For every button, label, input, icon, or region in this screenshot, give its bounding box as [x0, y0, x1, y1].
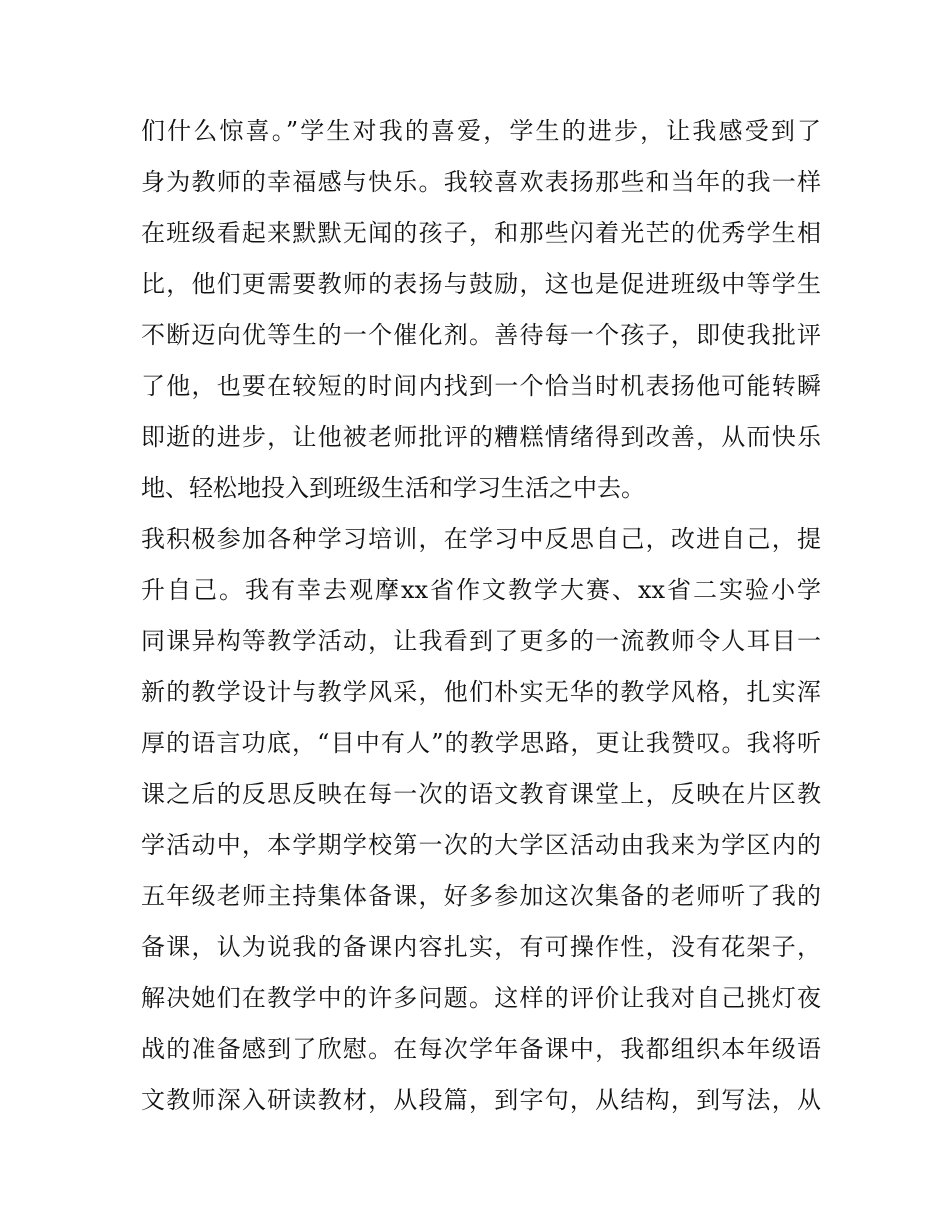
body-text	[141, 106, 821, 1126]
text-line-5: 不断迈向优等生的一个催化剂。善待每一个孩子，即使我批评	[141, 321, 821, 349]
text-line-15: 学活动中，本学期学校第一次的大学区活动由我来为学区内的	[141, 831, 821, 859]
text-line-4: 比，他们更需要教师的表扬与鼓励，这也是促进班级中等学生	[141, 270, 821, 298]
text-line-18: 解决她们在教学中的许多问题。这样的评价让我对自己挑灯夜	[141, 984, 821, 1012]
text-line-9: 我积极参加各种学习培训，在学习中反思自己，改进自己，提	[141, 525, 821, 553]
text-line-12: 新的教学设计与教学风采，他们朴实无华的教学风格，扎实浑	[141, 678, 821, 706]
text-line-7: 即逝的进步，让他被老师批评的糟糕情绪得到改善，从而快乐	[141, 423, 821, 451]
text-line-16: 五年级老师主持集体备课，好多参加这次集备的老师听了我的	[141, 882, 821, 910]
text-line-8: 地、轻松地投入到班级生活和学习生活之中去。	[141, 474, 645, 502]
text-line-2: 身为教师的幸福感与快乐。我较喜欢表扬那些和当年的我一样	[141, 168, 821, 196]
text-line-6: 了他，也要在较短的时间内找到一个恰当时机表扬他可能转瞬	[141, 372, 821, 400]
text-line-13: 厚的语言功底，“目中有人”的教学思路，更让我赞叹。我将听	[141, 729, 821, 757]
text-line-1: 们什么惊喜。”学生对我的喜爱，学生的进步，让我感受到了	[141, 117, 821, 145]
text-line-17: 备课，认为说我的备课内容扎实，有可操作性，没有花架子，	[141, 933, 821, 961]
text-line-20: 文教师深入研读教材，从段篇，到字句，从结构，到写法，从	[141, 1086, 821, 1114]
text-line-11: 同课异构等教学活动，让我看到了更多的一流教师令人耳目一	[141, 627, 821, 655]
text-line-3: 在班级看起来默默无闻的孩子，和那些闪着光芒的优秀学生相	[141, 219, 821, 247]
text-line-14: 课之后的反思反映在每一次的语文教育课堂上，反映在片区教	[141, 780, 821, 808]
text-line-19: 战的准备感到了欣慰。在每次学年备课中，我都组织本年级语	[141, 1035, 821, 1063]
text-line-10: 升自己。我有幸去观摩xx省作文教学大赛、xx省二实验小学	[141, 576, 821, 604]
